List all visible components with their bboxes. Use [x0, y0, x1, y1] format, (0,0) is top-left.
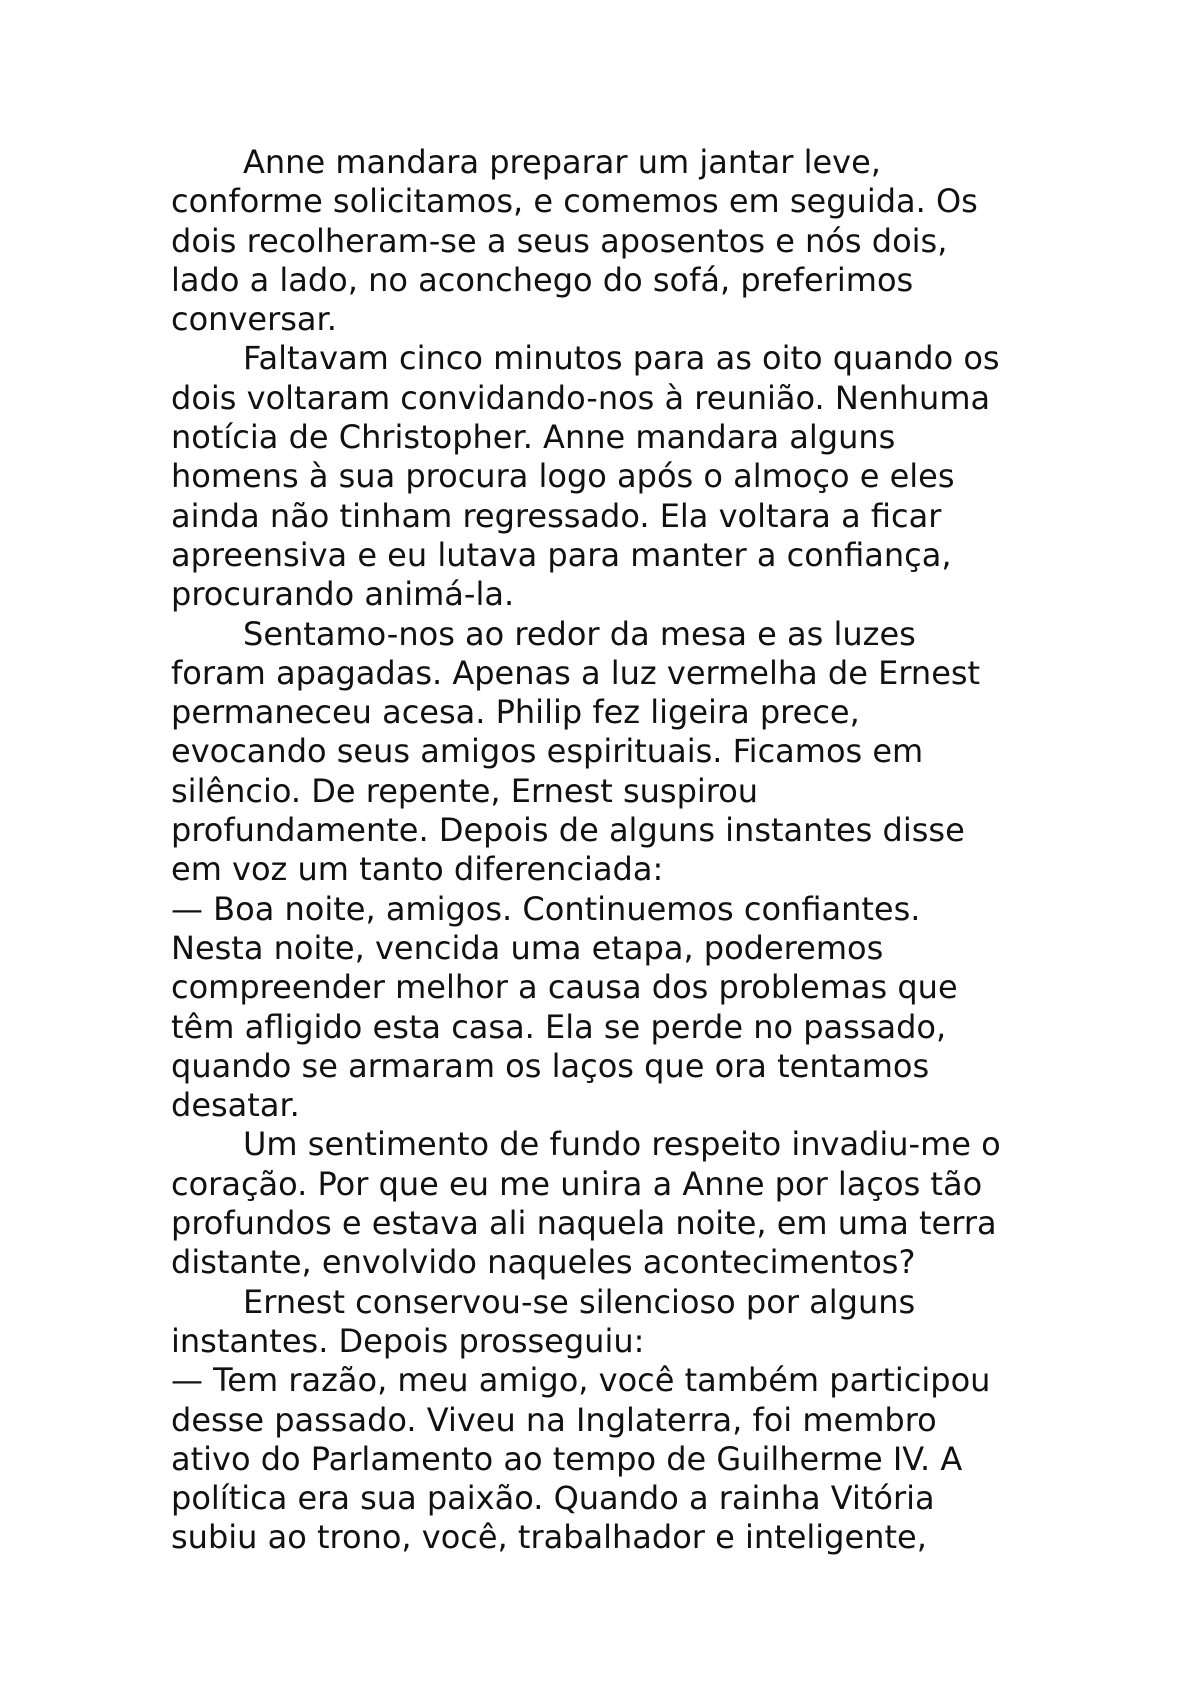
text-line: Faltavam cinco minutos para as oito quando os [243, 339, 1000, 378]
text-line: permaneceu acesa. Philip fez ligeira prece, [171, 693, 860, 732]
body-text [171, 143, 1041, 1558]
text-line: apreensiva e eu lutava para manter a confiança, [171, 535, 952, 574]
text-line: desatar. [171, 1086, 300, 1125]
text-line: conversar. [171, 300, 337, 339]
text-line: profundos e estava ali naquela noite, em uma terra [171, 1204, 997, 1243]
text-line: Nesta noite, vencida uma etapa, poderemos [171, 928, 884, 967]
text-line: em voz um tanto diferenciada: [171, 850, 664, 889]
text-line: procurando animá-la. [171, 575, 515, 614]
text-line: distante, envolvido naqueles acontecimentos? [171, 1243, 916, 1282]
text-line: quando se armaram os laços que ora tentamos [171, 1046, 930, 1085]
text-line: profundamente. Depois de alguns instantes disse [171, 811, 965, 850]
text-line: ativo do Parlamento ao tempo de Guilherme IV. A [171, 1439, 963, 1478]
text-line: têm afligido esta casa. Ela se perde no passado, [171, 1007, 947, 1046]
text-line: evocando seus amigos espirituais. Ficamos em [171, 732, 924, 771]
text-line: silêncio. De repente, Ernest suspirou [171, 771, 759, 810]
text-line: desse passado. Viveu na Inglaterra, foi membro [171, 1400, 937, 1439]
text-line: Anne mandara preparar um jantar leve, [243, 143, 881, 181]
text-line: instantes. Depois prosseguiu: [171, 1321, 645, 1360]
text-line: dois recolheram-se a seus aposentos e nós dois, [171, 221, 948, 260]
text-line: ainda não tinham regressado. Ela voltara a ficar [171, 496, 942, 535]
text-line: Sentamo-nos ao redor da mesa e as luzes [243, 614, 916, 653]
text-line: — Boa noite, amigos. Continuemos confiantes. [171, 889, 921, 928]
text-line: compreender melhor a causa dos problemas que [171, 968, 958, 1007]
text-line: subiu ao trono, você, trabalhador e inteligente, [171, 1518, 927, 1557]
text-line: lado a lado, no aconchego do sofá, preferimos [171, 260, 914, 299]
text-line: foram apagadas. Apenas a luz vermelha de Ernest [171, 653, 981, 692]
text-line: política era sua paixão. Quando a rainha Vitória [171, 1479, 935, 1518]
text-line: dois voltaram convidando-nos à reunião. Nenhuma [171, 378, 991, 417]
text-line: notícia de Christopher. Anne mandara alguns [171, 418, 896, 457]
text-line: Ernest conservou-se silencioso por alguns [243, 1282, 916, 1321]
text-line: conforme solicitamos, e comemos em seguida. Os [171, 182, 978, 221]
text-line: coração. Por que eu me unira a Anne por laços tão [171, 1164, 983, 1203]
text-line: — Tem razão, meu amigo, você também participou [171, 1361, 991, 1400]
text-line: homens à sua procura logo após o almoço e eles [171, 457, 955, 496]
text-line: Um sentimento de fundo respeito invadiu-me o [243, 1125, 1001, 1164]
